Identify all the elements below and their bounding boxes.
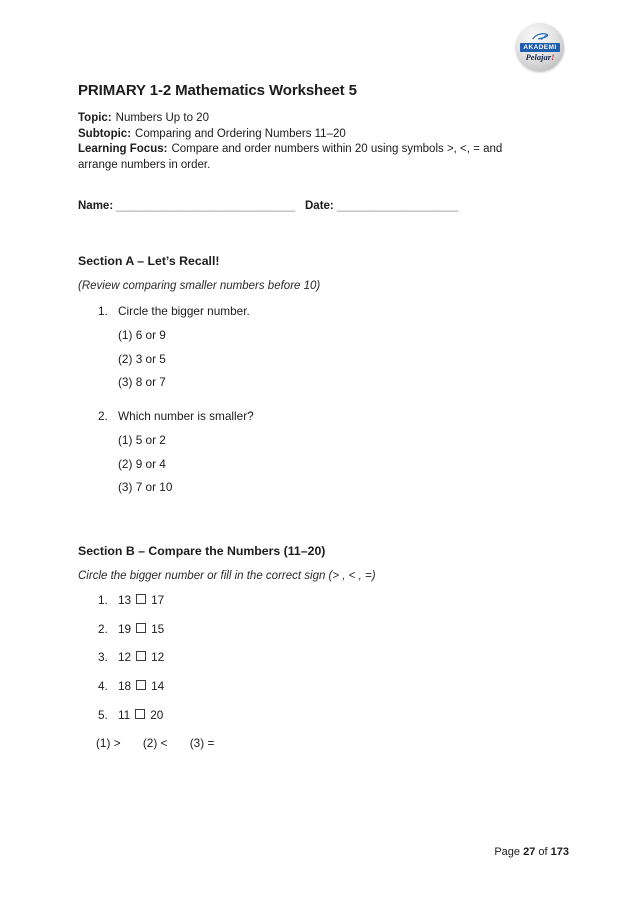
date-field: [305, 200, 458, 212]
item-number: 4.: [98, 679, 108, 694]
logo-tagline-text: Pelajar: [525, 52, 552, 62]
question-option: (2) 3 or 5: [118, 351, 166, 366]
question-row: [98, 300, 250, 324]
question-text: Circle the bigger number.: [118, 304, 250, 318]
total-pages: 173: [550, 846, 569, 858]
question-number: 1.: [98, 304, 108, 318]
compare-left-number: 19: [118, 621, 132, 636]
section-b-instruction: Circle the bigger number or fill in the correct sign (> , < , =): [78, 570, 376, 582]
learning-focus-line: [78, 142, 544, 173]
topic-label: Topic:: [78, 112, 112, 124]
compare-right-number: 20: [150, 707, 164, 722]
compare-item: [98, 643, 164, 672]
compare-right-number: 12: [151, 650, 165, 665]
pen-swoosh-icon: [529, 32, 551, 42]
of-label: of: [538, 846, 548, 858]
topic-line: [78, 111, 544, 127]
question-number: 2.: [98, 409, 108, 423]
question-text: Which number is smaller?: [118, 409, 254, 423]
answer-box: [136, 680, 146, 690]
compare-right-number: 15: [151, 621, 165, 636]
question-option: (2) 9 or 4: [118, 456, 166, 471]
question-option: (1) 6 or 9: [118, 327, 166, 342]
answer-key-option: (3) =: [189, 736, 215, 750]
name-field: [78, 200, 295, 212]
date-label: Date:: [305, 200, 334, 212]
section-b-heading: Section B – Compare the Numbers (11–20): [78, 544, 326, 558]
answer-box: [136, 594, 146, 604]
subtopic-value: Comparing and Ordering Numbers 11–20: [135, 127, 346, 140]
compare-item: [98, 615, 164, 644]
logo-tagline: [526, 53, 555, 62]
page-footer: [494, 846, 569, 858]
item-number: 5.: [98, 707, 108, 722]
subtopic-line: [78, 127, 544, 143]
compare-item: [98, 701, 164, 730]
compare-left-number: 11: [118, 707, 131, 722]
compare-left-number: 13: [118, 593, 132, 607]
item-number: 1.: [98, 593, 108, 607]
worksheet-meta: [78, 111, 544, 173]
worksheet-title: PRIMARY 1-2 Mathematics Worksheet 5: [78, 82, 357, 99]
answer-box: [136, 623, 146, 633]
name-date-row: [0, 200, 640, 218]
section-a-question-2: [98, 405, 254, 500]
name-blank-line: ____________________________: [116, 200, 296, 212]
section-b-items: [98, 586, 164, 730]
item-number: 3.: [98, 650, 108, 665]
item-number: 2.: [98, 621, 108, 636]
date-blank-line: ___________________: [336, 200, 459, 212]
akademi-pelajar-logo: [516, 23, 564, 71]
question-option: (3) 8 or 7: [118, 375, 166, 390]
answer-box: [136, 651, 146, 661]
section-a-heading: Section A – Let’s Recall!: [78, 254, 220, 268]
learning-focus-value: Compare and order numbers within 20 using symbols >, <, = and arrange numbers in order.: [78, 143, 503, 171]
page-label: Page: [494, 846, 521, 858]
question-option: (1) 5 or 2: [118, 432, 166, 447]
answer-key-option: (2) <: [142, 736, 168, 750]
question-row: [98, 405, 254, 429]
name-label: Name:: [78, 200, 114, 212]
learning-focus-label: Learning Focus:: [78, 143, 168, 155]
compare-left-number: 18: [118, 679, 132, 694]
answer-box: [135, 709, 145, 719]
section-a-question-1: [98, 300, 250, 395]
logo-tagline-exclaim: !: [551, 52, 555, 62]
compare-right-number: 14: [151, 679, 165, 694]
answer-key-option: (1) >: [96, 736, 121, 750]
compare-left-number: 12: [118, 650, 132, 665]
compare-item: [98, 672, 164, 701]
question-option: (3) 7 or 10: [118, 480, 173, 495]
topic-value: Numbers Up to 20: [115, 112, 209, 124]
page-number: 27: [523, 846, 536, 858]
compare-item: [98, 586, 164, 615]
answer-key-options: [96, 735, 233, 751]
section-a-subtitle: (Review comparing smaller numbers before 10): [78, 280, 321, 292]
subtopic-label: Subtopic:: [78, 127, 132, 140]
logo-brand-name: AKADEMI: [520, 43, 559, 52]
compare-right-number: 17: [151, 593, 165, 607]
